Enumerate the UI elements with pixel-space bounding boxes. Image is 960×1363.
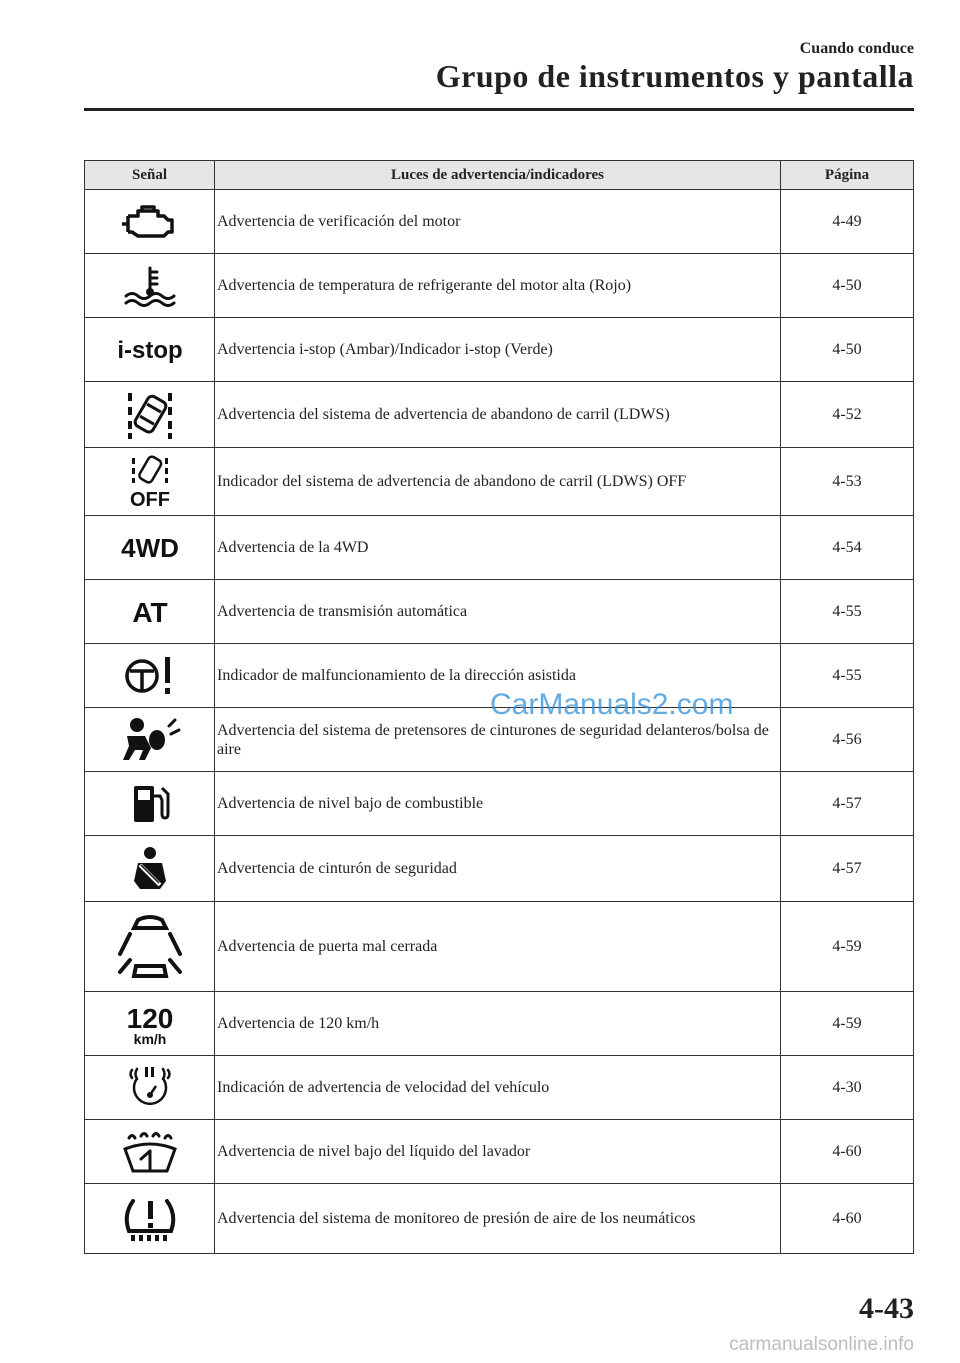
- row-page: 4-52: [781, 382, 914, 448]
- row-description: Advertencia de transmisión automática: [215, 580, 781, 644]
- coolant-temperature-icon: [120, 264, 180, 308]
- airbag-pretensioner-icon: [117, 716, 183, 764]
- row-description: Indicador de malfuncionamiento de la dirección asistida: [215, 644, 781, 708]
- row-description: Indicación de advertencia de velocidad del vehículo: [215, 1056, 781, 1120]
- header-page: Página: [781, 161, 914, 190]
- row-page: 4-59: [781, 902, 914, 992]
- row-page: 4-50: [781, 318, 914, 382]
- header-lights: Luces de advertencia/indicadores: [215, 161, 781, 190]
- table-row: [85, 318, 914, 382]
- table-header-row: [85, 161, 914, 190]
- i-stop-icon-text: i-stop: [116, 336, 183, 364]
- row-description: Advertencia de cinturón de seguridad: [215, 836, 781, 902]
- row-description: Advertencia de 120 km/h: [215, 992, 781, 1056]
- power-steering-icon: [118, 654, 182, 698]
- i-stop-icon: [115, 332, 185, 368]
- row-description: Advertencia de nivel bajo del líquido del lavador: [215, 1120, 781, 1184]
- table-row: [85, 1184, 914, 1254]
- lane-departure-off-text: OFF: [129, 488, 170, 510]
- lane-departure-off-icon: [122, 454, 178, 510]
- at-icon-text: AT: [131, 596, 168, 628]
- row-page: 4-53: [781, 448, 914, 516]
- row-description: Indicador del sistema de advertencia de abandono de carril (LDWS) OFF: [215, 448, 781, 516]
- speed-unit-text: km/h: [133, 1030, 166, 1047]
- tire-pressure-icon: [119, 1193, 181, 1245]
- table-row: [85, 448, 914, 516]
- table-row: [85, 580, 914, 644]
- table-row: [85, 190, 914, 254]
- table-row: [85, 772, 914, 836]
- row-page: 4-59: [781, 992, 914, 1056]
- row-page: 4-60: [781, 1120, 914, 1184]
- row-description: Advertencia de verificación del motor: [215, 190, 781, 254]
- row-page: 4-57: [781, 836, 914, 902]
- lane-departure-icon: [122, 389, 178, 441]
- 4wd-icon-text: 4WD: [120, 532, 179, 563]
- row-page: 4-57: [781, 772, 914, 836]
- table-row: [85, 836, 914, 902]
- watermark: CarManuals2.com: [490, 688, 734, 721]
- section-title: Cuando conduce: [799, 40, 914, 57]
- speed-120-icon: [120, 1000, 180, 1048]
- page-title: Grupo de instrumentos y pantalla: [435, 58, 914, 94]
- header-divider: [84, 108, 914, 111]
- table-row: [85, 516, 914, 580]
- page-number: 4-43: [859, 1292, 914, 1325]
- row-description: Advertencia del sistema de advertencia de abandono de carril (LDWS): [215, 382, 781, 448]
- 4wd-icon: [114, 532, 186, 564]
- row-page: 4-56: [781, 708, 914, 772]
- row-description: Advertencia i-stop (Ambar)/Indicador i-stop (Verde): [215, 318, 781, 382]
- check-engine-icon: [118, 202, 182, 242]
- row-description: Advertencia de puerta mal cerrada: [215, 902, 781, 992]
- row-page: 4-55: [781, 644, 914, 708]
- door-ajar-icon: [116, 912, 184, 982]
- row-page: 4-60: [781, 1184, 914, 1254]
- row-description: Advertencia del sistema de pretensores de cinturones de seguridad delanteros/bolsa de aire: [215, 708, 781, 772]
- row-description: Advertencia de nivel bajo de combustible: [215, 772, 781, 836]
- row-page: 4-55: [781, 580, 914, 644]
- row-description: Advertencia del sistema de monitoreo de presión de aire de los neumáticos: [215, 1184, 781, 1254]
- seat-belt-icon: [126, 845, 174, 893]
- table-row: [85, 1120, 914, 1184]
- row-description: Advertencia de la 4WD: [215, 516, 781, 580]
- table-row: [85, 382, 914, 448]
- table-row: [85, 254, 914, 318]
- footer-site: carmanualsonline.info: [729, 1334, 914, 1355]
- vehicle-speed-alarm-icon: [124, 1064, 176, 1112]
- table-row: [85, 902, 914, 992]
- header-signal: Señal: [85, 161, 215, 190]
- table-row: [85, 992, 914, 1056]
- row-description: Advertencia de temperatura de refrigerante del motor alta (Rojo): [215, 254, 781, 318]
- row-page: 4-50: [781, 254, 914, 318]
- washer-fluid-icon: [119, 1129, 181, 1175]
- row-page: 4-49: [781, 190, 914, 254]
- speed-120-text: 120: [126, 1002, 173, 1034]
- table-row: [85, 1056, 914, 1120]
- automatic-transmission-icon: [120, 596, 180, 628]
- row-page: 4-54: [781, 516, 914, 580]
- low-fuel-icon: [128, 782, 172, 826]
- row-page: 4-30: [781, 1056, 914, 1120]
